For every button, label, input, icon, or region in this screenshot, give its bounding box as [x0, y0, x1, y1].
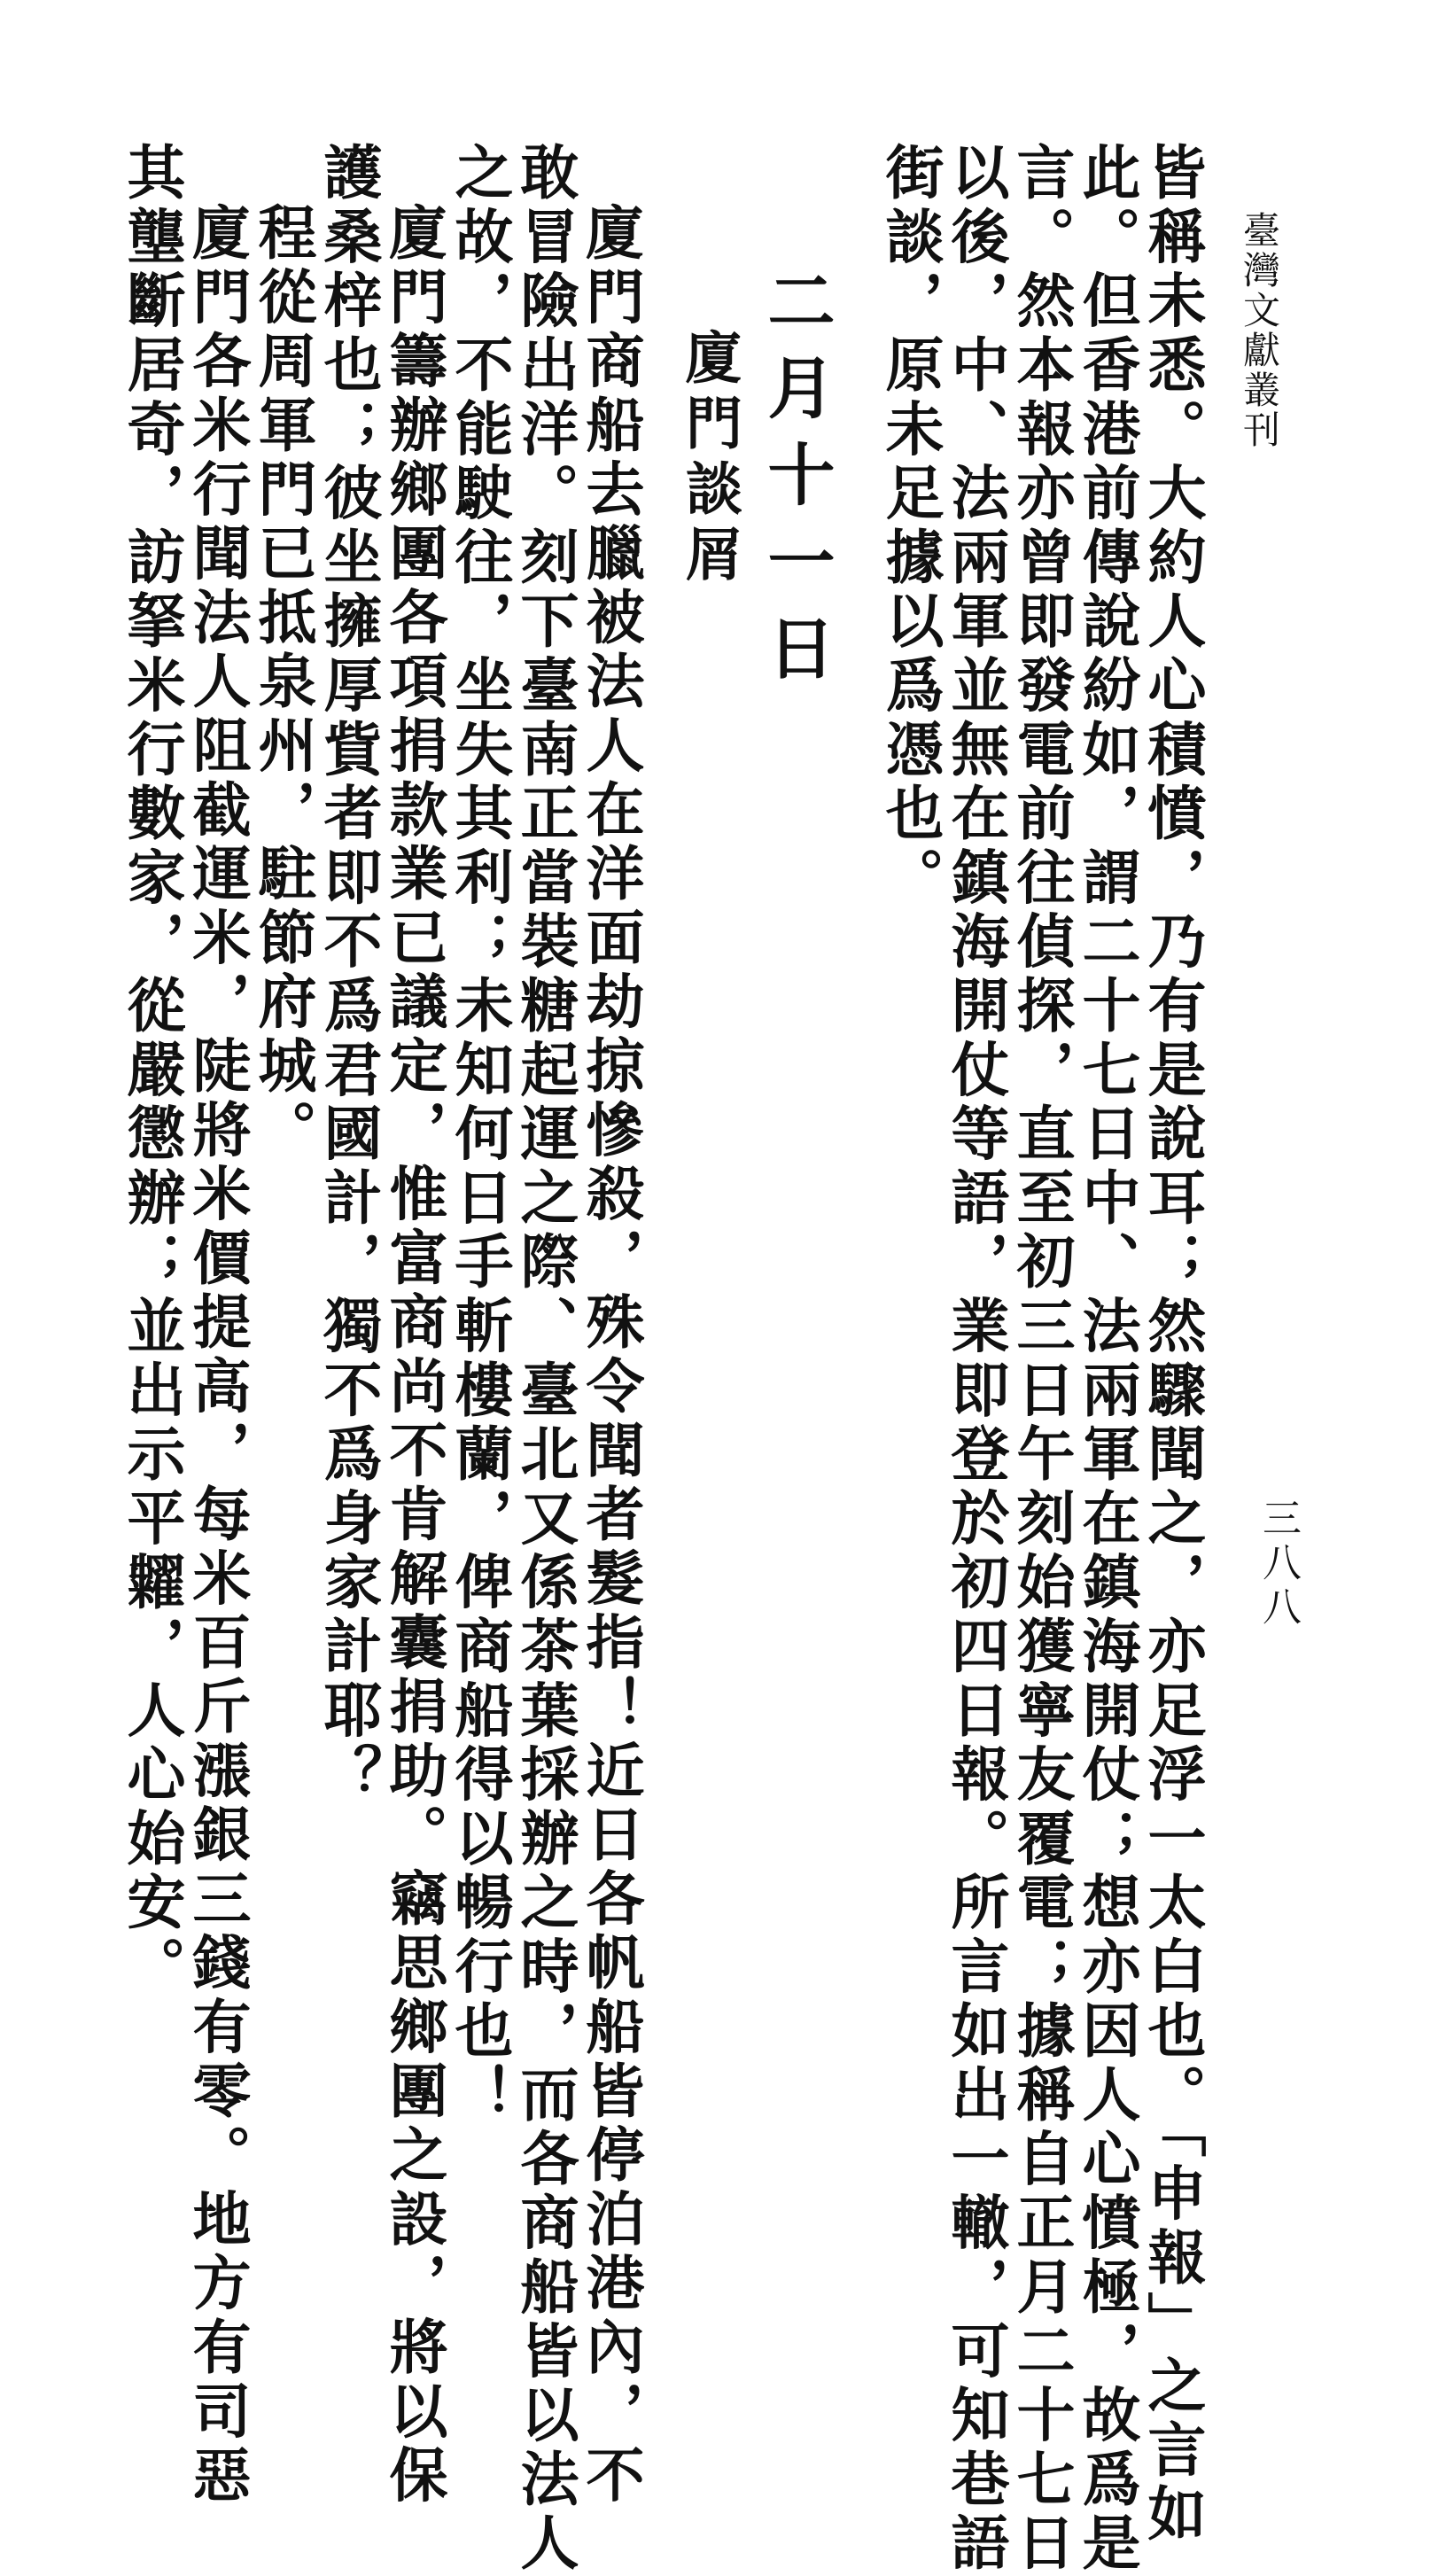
text-column: 街談，原未足據以爲憑也。	[875, 142, 945, 911]
text-column: 廈門籌辦鄉團各項捐款業已議定，惟富商尚不肯解囊捐助。竊思鄉團之設，將以保	[379, 202, 448, 2509]
text-column: 廈門商船去臘被法人在洋面劫掠慘殺，殊令聞者髮指！近日各帆船皆停泊港內，不	[576, 202, 645, 2509]
section-title: 廈門談屑	[676, 328, 742, 590]
page-number: 三八八	[1256, 1498, 1301, 1630]
text-column: 程從周軍門已抵泉州，駐節府城。	[248, 202, 317, 1163]
text-column: 此。但香港前傳說紛如，謂二十七日中、法兩軍在鎮海開仗；想亦因人心憤極，故爲是	[1072, 142, 1141, 2576]
text-column: 其壟斷居奇，訪拏米行數家，從嚴懲辦；並出示平糶，人心始安。	[117, 142, 186, 2000]
text-column: 敢冒險出洋。刻下臺南正當裝糖起運之際、臺北又係茶葉採辦之時，而各商船皆以法人	[510, 142, 579, 2576]
text-column: 皆稱未悉。大約人心積憤，乃有是說耳；然驟聞之，亦足浮一太白也。「申報」之言如	[1138, 142, 1207, 2548]
running-header: 臺灣文獻叢刊	[1238, 211, 1281, 450]
text-column: 護桑梓也；彼坐擁厚貲者即不爲君國計，獨不爲身家計耶？	[314, 142, 383, 1808]
text-column: 以後，中、法兩軍並無在鎮海開仗等語，業即登於初四日報。所言如出一轍，可知巷語	[941, 142, 1010, 2576]
text-column: 之故，不能駛往，坐失其利；未知何日手斬樓蘭，俾商船得以暢行也！	[445, 142, 514, 2129]
text-column: 言。然本報亦曾即發電前往偵探，直至初三日午刻始獲寧友覆電；據稱自正月二十七日	[1007, 142, 1076, 2576]
text-column: 廈門各米行聞法人阻截運米，陡將米價提高，每米百斤漲銀三錢有零。地方有司惡	[183, 202, 252, 2509]
date-heading: 二月十一日	[757, 266, 836, 700]
